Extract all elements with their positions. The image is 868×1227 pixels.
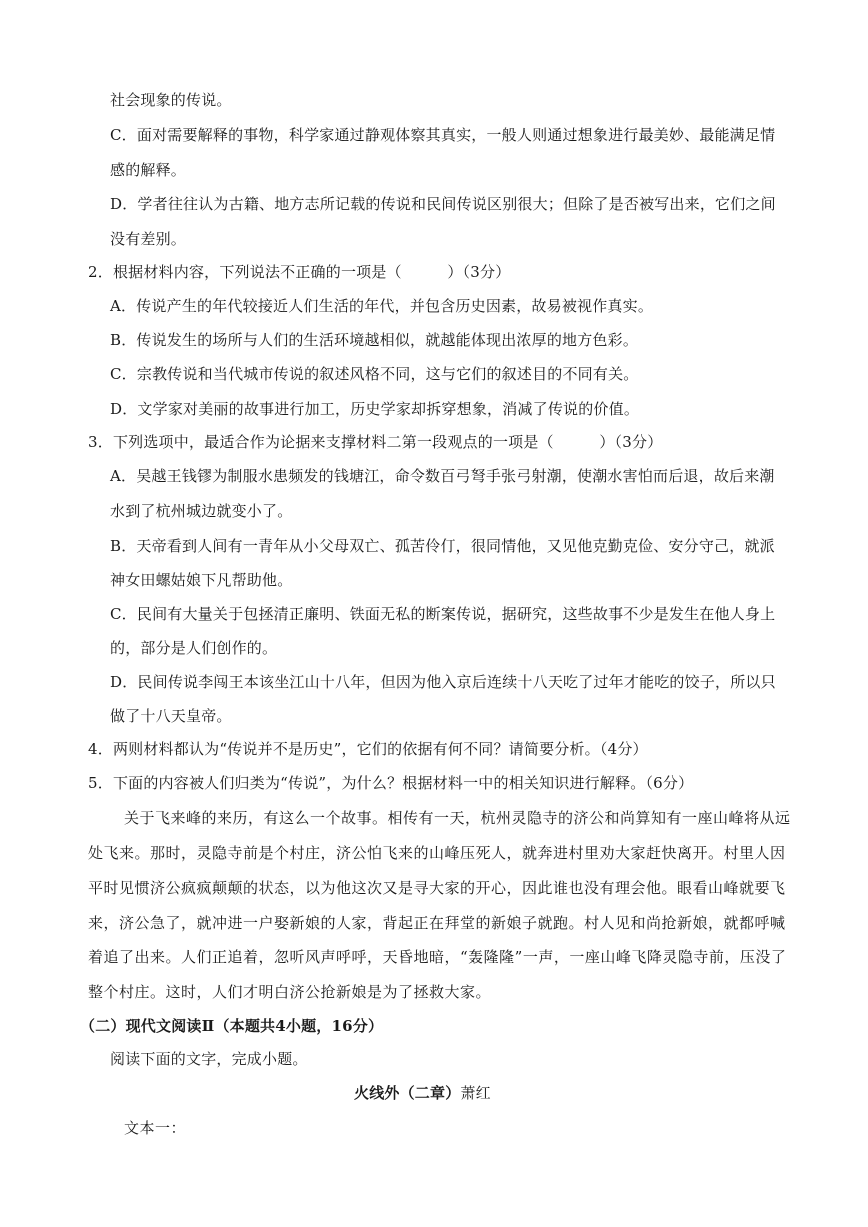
option-b: B．传说发生的场所与人们的生活环境越相似，就越能体现出浓厚的地方色彩。 [110, 331, 639, 349]
question-4: 4．两则材料都认为“传说并不是历史”，它们的依据有何不同？请简要分析。（4分） [88, 740, 648, 758]
section-heading: （二）现代文阅读Ⅱ（本题共4小题，16分） [80, 1017, 384, 1035]
author: 萧红 [460, 1084, 491, 1102]
text-one-label: 文本一： [124, 1119, 187, 1137]
line: 做了十八天皇帝。 [110, 707, 232, 725]
passage-line: 来，济公急了，就冲进一户娶新娘的人家，背起正在拜堂的新娘子就跑。村人见和尚抢新娘，就都呼喊 [88, 914, 786, 932]
article-title-text: 火线外（二章） [354, 1084, 461, 1102]
option-c: C．宗教传说和当代城市传说的叙述风格不同，这与它们的叙述目的不同有关。 [110, 365, 639, 383]
line: D．学者往往认为古籍、地方志所记载的传说和民间传说区别很大；但除了是否被写出来，它们之间 [110, 195, 776, 213]
option-a: A．吴越王钱镠为制服水患频发的钱塘江，命令数百弓弩手张弓射潮，使潮水害怕而后退，故后来潮 [110, 467, 775, 485]
line: 神女田螺姑娘下凡帮助他。 [110, 571, 293, 589]
option-d: D．民间传说李闯王本该坐江山十八年，但因为他入京后连续十八天吃了过年才能吃的饺子，所以只 [110, 673, 776, 691]
instruction: 阅读下面的文字，完成小题。 [110, 1050, 308, 1068]
question-2: 2．根据材料内容，下列说法不正确的一项是（ ）（3分） [88, 263, 511, 281]
line: 没有差别。 [110, 230, 187, 248]
line: 水到了杭州城边就变小了。 [110, 502, 293, 520]
line: 的，部分是人们创作的。 [110, 639, 278, 657]
line: 社会现象的传说。 [110, 91, 232, 109]
question-5: 5．下面的内容被人们归类为“传说”，为什么？根据材料一中的相关知识进行解释。（6分） [88, 774, 694, 792]
option-d: D．文学家对美丽的故事进行加工，历史学家却拆穿想象，消减了传说的价值。 [110, 400, 640, 418]
line: C．面对需要解释的事物，科学家通过静观体察其真实，一般人则通过想象进行最美妙、最能满足情 [110, 126, 776, 144]
option-c: C．民间有大量关于包拯清正廉明、铁面无私的断案传说，据研究，这些故事不少是发生在他人身上 [110, 605, 776, 623]
passage-line: 整个村庄。这时，人们才明白济公抢新娘是为了拯救大家。 [88, 983, 492, 1001]
article-title [354, 1083, 491, 1103]
option-b: B．天帝看到人间有一青年从小父母双亡、孤苦伶仃，很同情他，又见他克勤克俭、安分守己，就派 [110, 537, 775, 555]
option-a: A．传说产生的年代较接近人们生活的年代，并包含历史因素，故易被视作真实。 [110, 297, 654, 315]
question-3: 3．下列选项中，最适合作为论据来支撑材料二第一段观点的一项是（ ）（3分） [88, 433, 663, 451]
passage-line: 着追了出来。人们正追着，忽听风声呼呼，天昏地暗，“轰隆隆”一声，一座山峰飞降灵隐寺前，压没了 [88, 948, 787, 966]
line: 感的解释。 [110, 161, 187, 179]
passage-line: 关于飞来峰的来历，有这么一个故事。相传有一天，杭州灵隐寺的济公和尚算知有一座山峰将从远 [124, 809, 791, 827]
passage-line: 处飞来。那时，灵隐寺前是个村庄，济公怕飞来的山峰压死人，就奔进村里劝大家赶快离开。村里人因 [88, 844, 786, 862]
passage-line: 平时见惯济公疯疯颠颠的状态，以为他这次又是寻大家的开心，因此谁也没有理会他。眼看山峰就要飞 [88, 879, 786, 897]
